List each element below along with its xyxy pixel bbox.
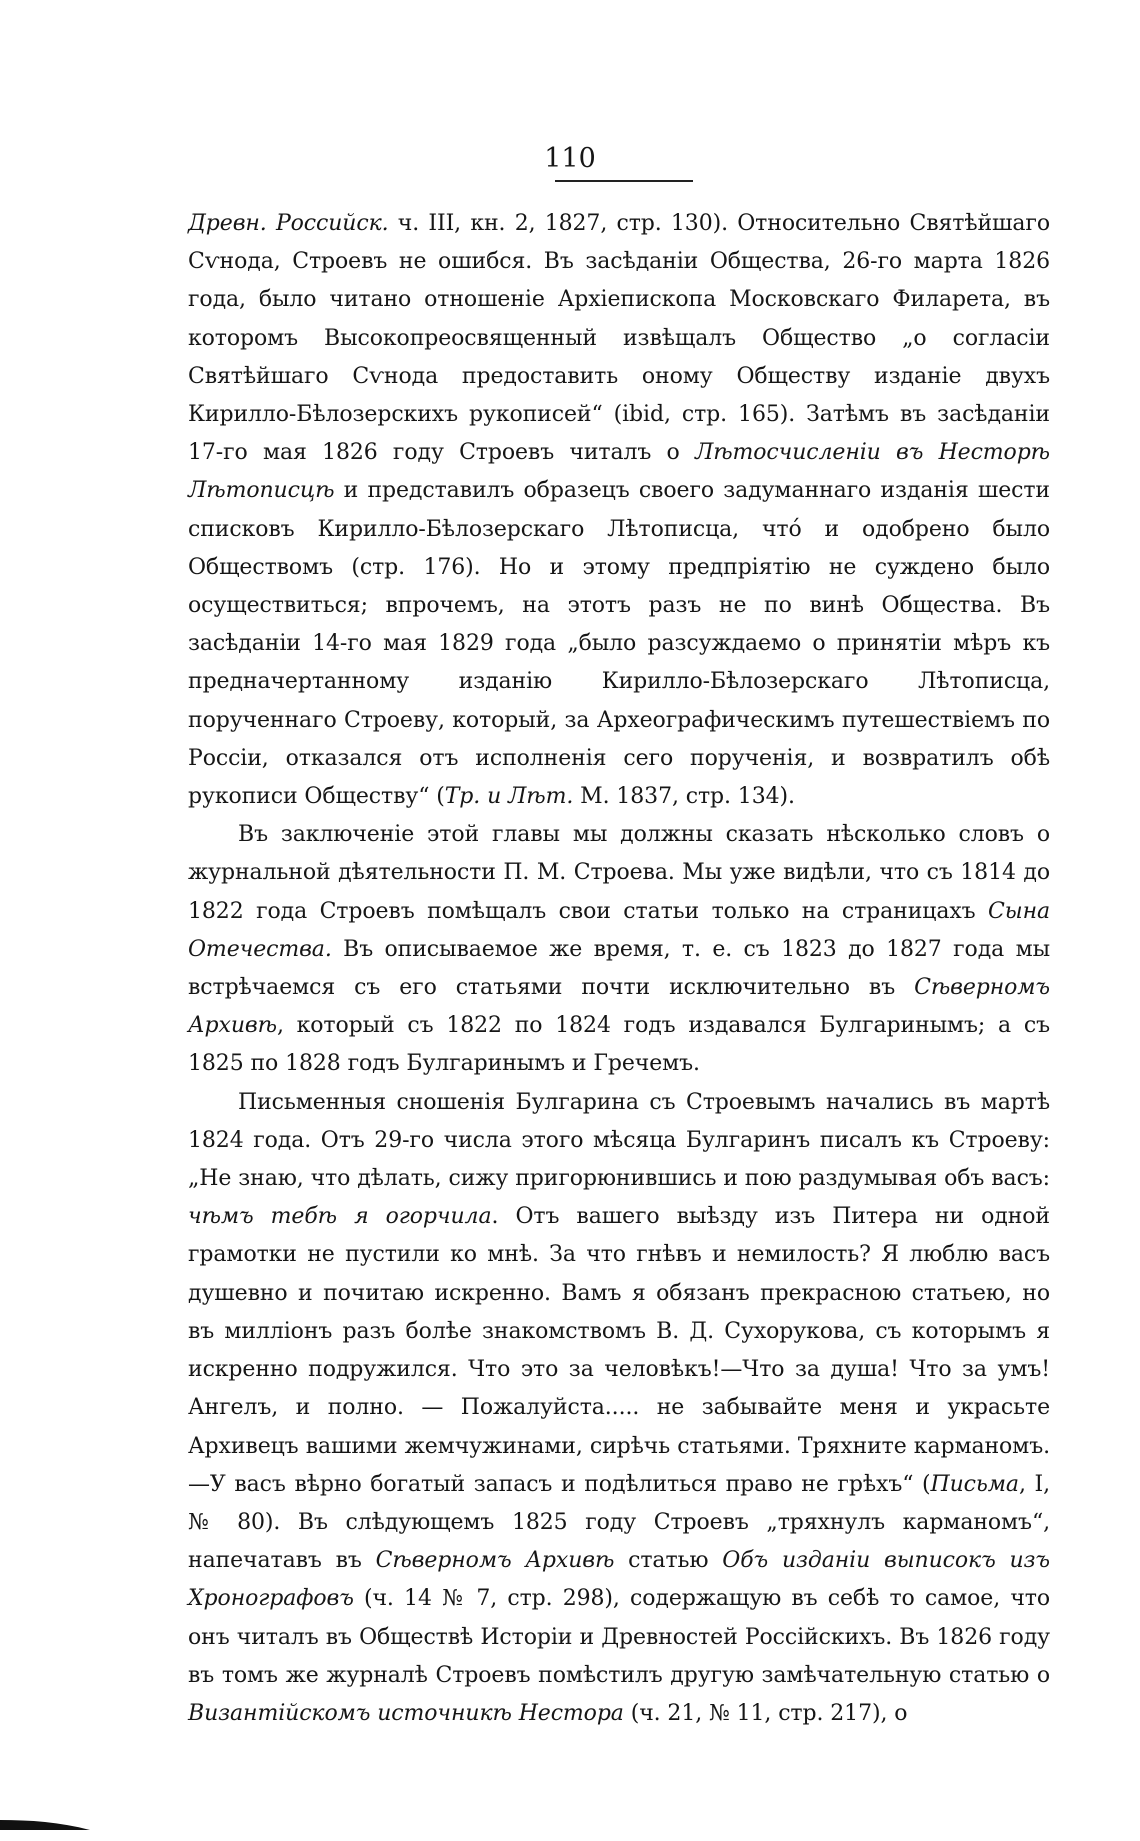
page-number-rule xyxy=(555,180,693,182)
text-run: и представилъ образецъ своего задуманнаго изданія шести списковъ Кирилло-Бѣлозерскаго Лѣтописца, что́ и одобрено было Обществомъ (стр. 176). Но и этому предпріятію не суждено было осуществиться; впрочемъ, на этотъ разъ не по винѣ Общества. Въ засѣданіи 14-го мая 1829 года „было разсуждаемо о принятіи мѣръ къ предначертанному изданію Кирилло-Бѣлозерскаго Лѣтописца, порученнаго Строеву, который, за Археографическимъ путешествіемъ по Россіи, отказался отъ исполненія сего порученія, и возвратилъ обѣ рукописи Обществу“ ( xyxy=(188,478,1050,810)
italic-text-run: чѣмъ тебѣ я огорчила xyxy=(188,1204,492,1230)
paragraph xyxy=(188,205,1050,816)
text-run: Въ заключеніе этой главы мы должны сказать нѣсколько словъ о журнальной дѣятельности П. М. Строева. Мы уже видѣли, что съ 1814 до 1822 года Строевъ помѣщалъ свои статьи только на страницахъ xyxy=(188,822,1050,924)
italic-text-run: Тр. и Лѣт. xyxy=(444,784,574,810)
text-run: (ч. 14 № 7, стр. 298), содержащую въ себѣ то самое, что онъ читалъ въ Обществѣ Исторіи и Древностей Россійскихъ. Въ 1826 году въ томъ же журналѣ Строевъ помѣстилъ другую замѣчательную статью о xyxy=(188,1586,1050,1688)
text-run: Въ описываемое же время, т. е. съ 1823 до 1827 года мы встрѣчаемся съ его статьями почти исключительно въ xyxy=(188,936,1050,1001)
text-run: Письменныя сношенія Булгарина съ Строевымъ начались въ мартѣ 1824 года. Отъ 29-го числа этого мѣсяца Булгаринъ писалъ къ Строеву: „Не знаю, что дѣлать, сижу пригорюнившись и пою раздумывая объ васъ: xyxy=(188,1089,1050,1192)
text-run: , I, № 80). Въ слѣдующемъ 1825 году Строевъ „тряхнулъ карманомъ“, напечатавъ въ xyxy=(188,1471,1050,1574)
text-run: . Отъ вашего выѣзду изъ Питера ни одной грамотки не пустили ко мнѣ. За что гнѣвъ и немилость? Я люблю васъ душевно и почитаю искренно. Вамъ я обязанъ прекрасною статьею, но въ милліонъ разъ болѣе знакомствомъ В. Д. Сухорукова, съ которымъ я искренно подружился. Что это за человѣкъ!—Что за душа! Что за умъ! Ангелъ, и полно. — Пожалуйста..... не забывайте меня и украсьте Архивецъ вашими жемчужинами, сирѣчь статьями. Тряхните карманомъ.—У васъ вѣрно богатый запасъ и подѣлиться право не грѣхъ“ ( xyxy=(188,1204,1050,1497)
italic-text-run: Письма xyxy=(930,1471,1019,1497)
text-run: ч. III, кн. 2, 1827, стр. 130). Относительно Святѣйшаго Сѵнода, Строевъ не ошибся. Въ засѣданіи Общества, 26-го марта 1826 года, было читано отношеніе Архіепископа Московскаго Филарета, въ которомъ Высокопреосвященный извѣщалъ Общество „о согласіи Святѣйшаго Сѵнода предоставить оному Обществу изданіе двухъ Кирилло-Бѣлозерскихъ рукописей“ (ibid, стр. 165). Затѣмъ въ засѣданіи 17-го мая 1826 году Строевъ читалъ о xyxy=(188,211,1050,466)
paragraph xyxy=(188,816,1050,1083)
ink-smudge xyxy=(0,1820,90,1830)
paragraph xyxy=(188,1084,1050,1733)
text-run: статью xyxy=(614,1548,723,1574)
italic-text-run: Сына Отечества. xyxy=(188,898,1050,962)
italic-text-run: Сѣверномъ Архивѣ xyxy=(375,1548,615,1574)
text-run: , который съ 1822 по 1824 годъ издавался Булгаринымъ; а съ 1825 по 1828 годъ Булгаринымъ и Гречемъ. xyxy=(188,1013,1050,1077)
italic-text-run: Лѣтосчисленіи въ Несторѣ Лѣтописцѣ xyxy=(188,440,1050,504)
text-run: М. 1837, стр. 134). xyxy=(573,784,795,810)
italic-text-run: Византійскомъ источникѣ Нестора xyxy=(188,1700,624,1726)
corner-ink-mark xyxy=(0,1818,90,1830)
body-text xyxy=(188,205,1050,1733)
page-number: 110 xyxy=(544,143,596,174)
italic-text-run: Сѣверномъ Архивѣ xyxy=(188,975,1050,1039)
italic-text-run: Древн. Российск. xyxy=(188,211,389,236)
text-run: (ч. 21, № 11, стр. 217), о xyxy=(623,1700,908,1726)
italic-text-run: Объ изданіи выписокъ изъ Хронографовъ xyxy=(188,1548,1050,1612)
